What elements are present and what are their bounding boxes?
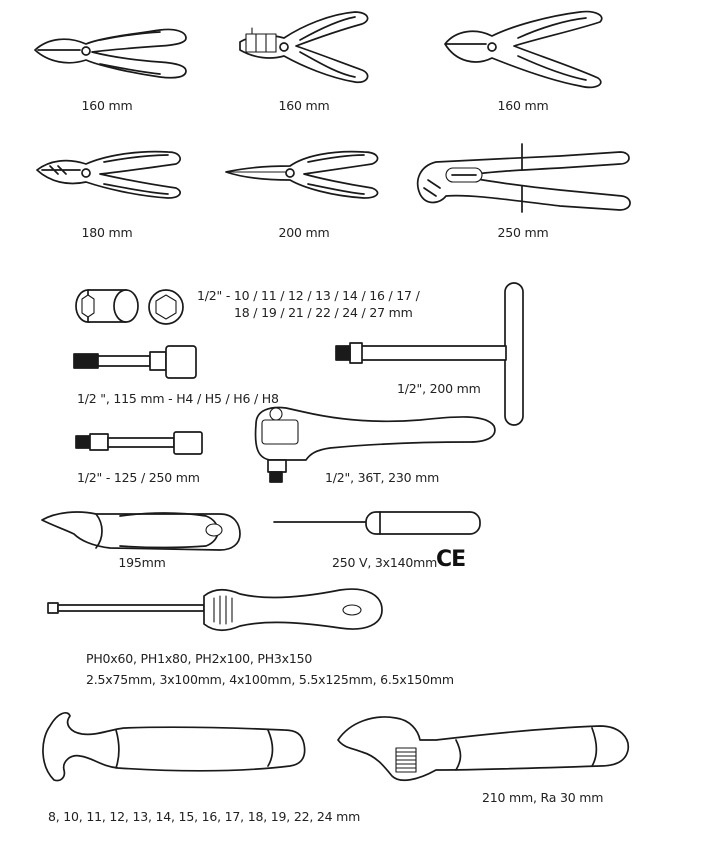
diagonal-cutter-icon	[35, 29, 186, 77]
screwdriver-icon	[48, 589, 382, 630]
wire-stripper-icon	[240, 12, 368, 82]
cable-knife-icon	[42, 512, 240, 550]
bit-sockets-label: 1/2 ", 115 mm - H4 / H5 / H6 / H8	[77, 391, 279, 406]
pliers-3-size-label: 160 mm	[497, 98, 549, 113]
bit-socket-icon	[74, 346, 196, 378]
side-cutter-icon	[445, 12, 602, 88]
sockets-sizes-line1: 1/2" - 10 / 11 / 12 / 13 / 14 / 16 / 17 /	[197, 288, 420, 303]
ce-mark: CE	[436, 547, 466, 572]
t-handle-label: 1/2", 200 mm	[397, 381, 481, 396]
adjustable-wrench-label: 210 mm, Ra 30 mm	[482, 790, 604, 805]
water-pump-pliers-icon	[418, 144, 630, 212]
pliers-6-size-label: 250 mm	[497, 225, 549, 240]
screwdrivers-flat-label: 2.5x75mm, 3x100mm, 4x100mm, 5.5x125mm, 6.5x150mm	[86, 672, 454, 687]
knife-label: 195mm	[118, 555, 166, 570]
adjustable-wrench-icon	[338, 717, 628, 780]
socket-icon	[76, 290, 138, 322]
sockets-sizes-line2: 18 / 19 / 21 / 22 / 24 / 27 mm	[234, 305, 413, 320]
voltage-tester-icon	[274, 512, 480, 534]
extensions-label: 1/2" - 125 / 250 mm	[77, 470, 200, 485]
long-nose-pliers-icon	[226, 152, 378, 198]
tester-label: 250 V, 3x140mm	[332, 555, 438, 570]
open-wrenches-label: 8, 10, 11, 12, 13, 14, 15, 16, 17, 18, 19, 22, 24 mm	[48, 809, 361, 824]
open-end-wrench-icon	[43, 713, 305, 781]
pliers-5-size-label: 200 mm	[278, 225, 330, 240]
screwdrivers-phillips-label: PH0x60, PH1x80, PH2x100, PH3x150	[86, 651, 313, 666]
socket-end-view-icon	[149, 290, 183, 324]
combination-pliers-icon	[37, 152, 180, 198]
pliers-2-size-label: 160 mm	[278, 98, 330, 113]
pliers-1-size-label: 160 mm	[81, 98, 133, 113]
extension-bar-icon	[76, 432, 202, 454]
ratchet-label: 1/2", 36T, 230 mm	[325, 470, 440, 485]
pliers-4-size-label: 180 mm	[81, 225, 133, 240]
